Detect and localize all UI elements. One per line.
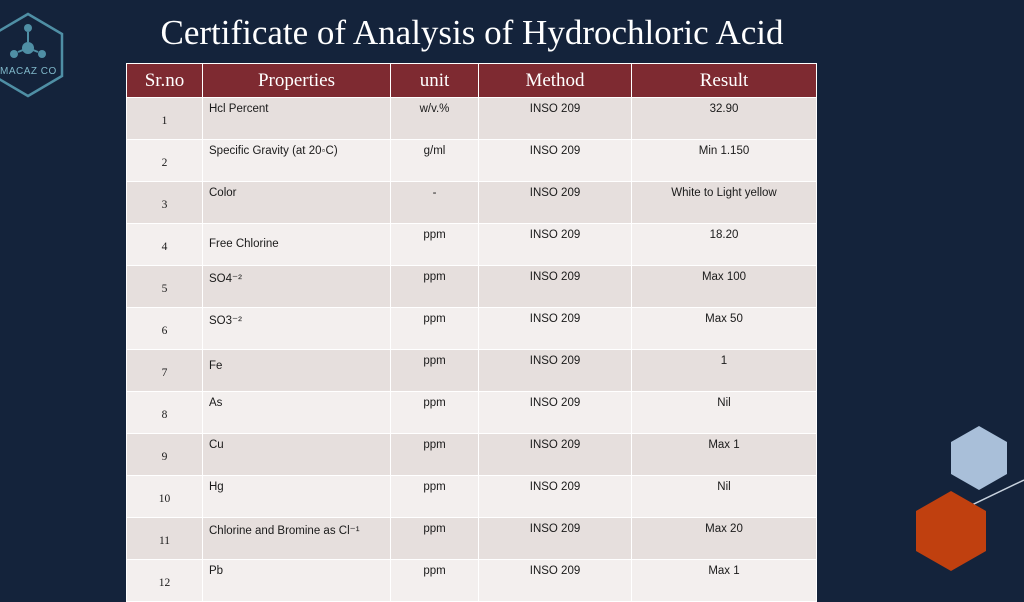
hexagon-light-icon (950, 425, 1008, 491)
table-row (127, 560, 817, 602)
table-row (127, 98, 817, 140)
cell-property: As (209, 397, 223, 409)
logo-text: MACAZ CO (0, 66, 57, 77)
table-row (127, 266, 817, 308)
table-row (127, 224, 817, 266)
table-row (127, 434, 817, 476)
cell-result: 32.90 (709, 103, 739, 115)
cell-sr: 3 (161, 198, 168, 211)
table-row (127, 392, 817, 434)
cell-property: Free Chlorine (209, 238, 279, 250)
cell-sr: 12 (158, 576, 171, 589)
table-row (127, 140, 817, 182)
table-row (127, 476, 817, 518)
cell-property: Cu (209, 439, 224, 451)
cell-method: INSO 209 (529, 313, 581, 325)
header-method: Method (479, 64, 632, 98)
cell-result: Max 50 (705, 313, 743, 325)
cell-sr: 4 (161, 240, 168, 253)
cell-sr: 5 (161, 282, 168, 295)
header-properties: Properties (203, 64, 391, 98)
cell-property: Hg (209, 481, 224, 493)
cell-sr: 10 (158, 492, 171, 505)
table-row (127, 308, 817, 350)
cell-result: 18.20 (709, 229, 739, 241)
table-row (127, 182, 817, 224)
cell-result: Max 1 (708, 565, 740, 577)
cell-result: Max 20 (705, 523, 743, 535)
cell-unit: ppm (423, 481, 446, 493)
cell-property: Pb (209, 565, 224, 577)
table-row (127, 518, 817, 560)
header-result: Result (632, 64, 817, 98)
cell-sr: 1 (161, 114, 168, 127)
cell-result: White to Light yellow (671, 187, 777, 199)
cell-method: INSO 209 (529, 355, 581, 367)
cell-unit: ppm (423, 313, 446, 325)
cell-unit: - (432, 187, 437, 199)
cell-result: Max 100 (701, 271, 747, 283)
cell-unit: g/ml (423, 145, 446, 157)
cell-sr: 7 (161, 366, 168, 379)
cell-result: Max 1 (708, 439, 740, 451)
cell-method: INSO 209 (529, 271, 581, 283)
cell-unit: ppm (423, 439, 446, 451)
cell-unit: ppm (423, 565, 446, 577)
header-sr-no: Sr.no (127, 64, 203, 98)
cell-sr: 9 (161, 450, 168, 463)
cell-unit: ppm (423, 229, 446, 241)
cell-method: INSO 209 (529, 439, 581, 451)
cell-sr: 6 (161, 324, 168, 337)
table-header-row (127, 64, 817, 98)
cell-unit: ppm (423, 523, 446, 535)
cell-sr: 2 (161, 156, 168, 169)
cell-sr: 11 (158, 534, 171, 547)
cell-result: Min 1.150 (698, 145, 750, 157)
cell-method: INSO 209 (529, 565, 581, 577)
page-title: Certificate of Analysis of Hydrochloric Acid (160, 13, 784, 52)
cell-property: SO4⁻² (209, 273, 242, 285)
cell-method: INSO 209 (529, 187, 581, 199)
cell-method: INSO 209 (529, 145, 581, 157)
cell-unit: ppm (423, 397, 446, 409)
cell-method: INSO 209 (529, 103, 581, 115)
cell-result: Nil (717, 397, 731, 409)
cell-property: SO3⁻² (209, 315, 242, 327)
cell-method: INSO 209 (529, 481, 581, 493)
cell-result: Nil (717, 481, 731, 493)
cell-property: Color (209, 187, 237, 199)
cell-unit: ppm (423, 355, 446, 367)
analysis-table (126, 63, 817, 602)
cell-property: Chlorine and Bromine as Cl⁻¹ (209, 525, 360, 537)
cell-method: INSO 209 (529, 397, 581, 409)
cell-method: INSO 209 (529, 523, 581, 535)
hexagon-orange-icon (915, 490, 987, 572)
cell-unit: ppm (423, 271, 446, 283)
cell-sr: 8 (161, 408, 168, 421)
cell-property: Fe (209, 360, 223, 372)
cell-property: Specific Gravity (at 20◦C) (209, 145, 338, 157)
cell-method: INSO 209 (529, 229, 581, 241)
header-unit: unit (391, 64, 479, 98)
cell-property: Hcl Percent (209, 103, 269, 115)
table-row (127, 350, 817, 392)
cell-unit: w/v.% (419, 103, 450, 115)
cell-result: 1 (720, 355, 728, 367)
